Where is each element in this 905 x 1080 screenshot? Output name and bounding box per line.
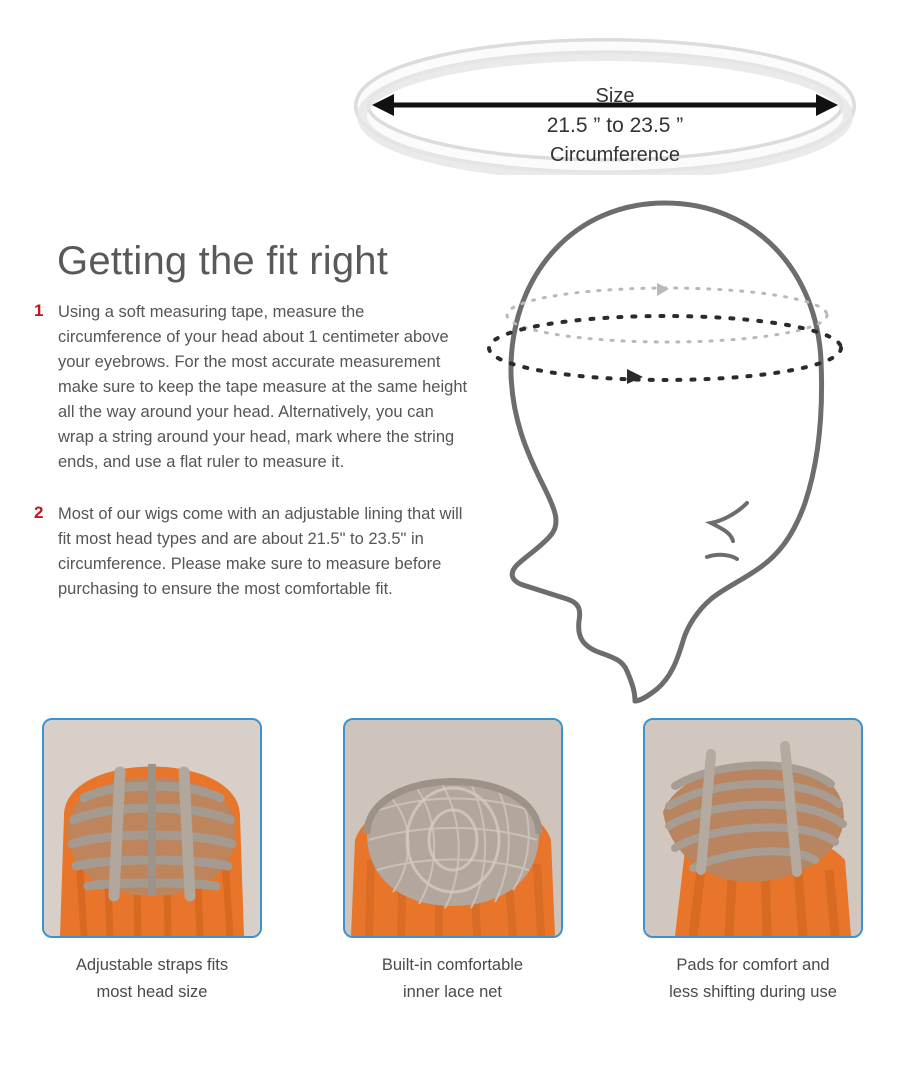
size-label: Size xyxy=(595,85,635,107)
wig-cap-adjustable-straps-photo xyxy=(42,718,262,938)
size-band-labels xyxy=(430,82,800,170)
card-caption xyxy=(343,952,563,1006)
list-item xyxy=(42,718,262,1006)
instruction-list xyxy=(30,300,470,628)
card-caption-line2: most head size xyxy=(96,983,208,1002)
step-number: 1 xyxy=(34,301,44,320)
card-caption-line1: Pads for comfort and xyxy=(676,956,830,974)
size-band-illustration xyxy=(0,30,905,175)
card-caption-line2: less shifting during use xyxy=(669,983,837,1002)
wig-cap-comfort-pads-photo xyxy=(643,718,863,938)
feature-cards xyxy=(0,718,905,1006)
list-item xyxy=(643,718,863,1006)
list-item xyxy=(30,502,470,602)
wig-cap-inner-lace-net-photo xyxy=(343,718,563,938)
head-profile-illustration xyxy=(455,185,895,705)
card-caption xyxy=(42,952,262,1006)
list-item xyxy=(30,300,470,476)
circumference-label: Circumference xyxy=(549,144,681,167)
page-title: Getting the fit right xyxy=(57,238,389,283)
step-text: Using a soft measuring tape, measure the circumference of your head about 1 centimeter above your eyebrows. For the most accurate measurement make sure to keep the tape measure at the same height all the way around your head. Alternatively, you can wrap a string around your head, mark where the string ends, and use a flat ruler to measure it. xyxy=(58,303,468,472)
card-caption-line1: Built-in comfortable xyxy=(381,956,524,974)
card-caption-line1: Adjustable straps fits xyxy=(75,956,229,974)
list-item xyxy=(343,718,563,1006)
card-caption xyxy=(643,952,863,1006)
head-outline-graphic xyxy=(455,185,895,705)
step-number: 2 xyxy=(34,502,44,522)
step-text: Most of our wigs come with an adjustable lining that will fit most head types and are about 21.5" to 23.5" in circumference. Please make sure to measure before purchasing to ensure the most comfortable fit. xyxy=(58,504,463,598)
card-caption-line2: inner lace net xyxy=(402,983,503,1002)
size-range-value: 21.5 ” to 23.5 ” xyxy=(546,114,684,137)
